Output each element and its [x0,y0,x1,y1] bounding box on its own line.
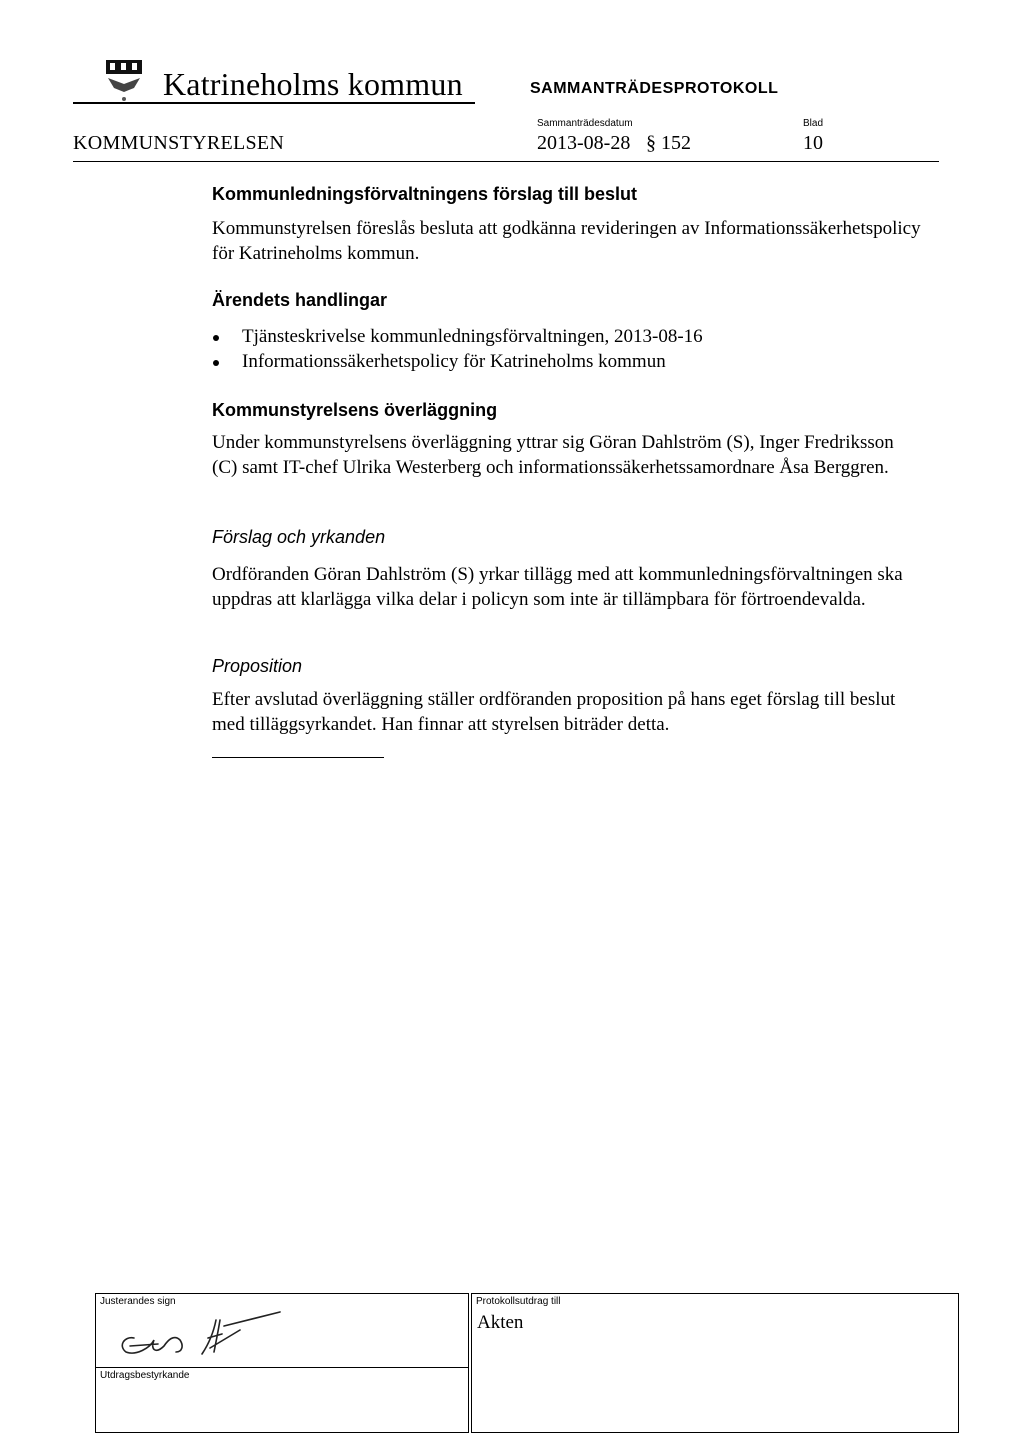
proposal-heading: Kommunledningsförvaltningens förslag till beslut [212,184,638,204]
sheet-label: Blad [803,118,824,129]
meeting-date: 2013-08-28 [537,132,631,154]
end-of-section-rule [212,757,384,758]
signature-box-divider [95,1367,469,1368]
organization-name: Katrineholms kommun [163,66,463,102]
header-divider [73,161,939,162]
document-type: SAMMANTRÄDESPROTOKOLL [530,80,779,97]
protokollsutdrag-label: Protokollsutdrag till [476,1296,561,1307]
documents-heading: Ärendets handlingar [212,290,388,310]
justerandes-label: Justerandes sign [100,1296,176,1307]
handwritten-signature [110,1308,290,1360]
motions-heading: Förslag och yrkanden [212,527,386,547]
list-item: Informationssäkerhetspolicy för Katrineholms kommun [212,349,922,374]
motions-text: Ordföranden Göran Dahlström (S) yrkar tillägg med att kommunledningsförvaltningen ska uppdras att klarlägga vilka delar i policyn som inte är tillämpbara för förtroendevalda. [212,564,903,610]
documents-list [212,324,922,374]
deliberation-heading: Kommunstyrelsens överläggning [212,400,498,420]
utdrag-label: Utdragsbestyrkande [100,1370,190,1381]
sheet-number: 10 [803,132,823,154]
proposition-heading: Proposition [212,656,303,676]
extract-recipient: Akten [477,1312,524,1333]
municipal-crest-icon [104,58,144,104]
date-label: Sammanträdesdatum [537,118,633,129]
paragraph-number: § 152 [646,132,691,154]
list-item: Tjänsteskrivelse kommunledningsförvaltningen, 2013-08-16 [212,324,922,349]
deliberation-text: Under kommunstyrelsens överläggning yttrar sig Göran Dahlström (S), Inger Fredriksson (C) samt IT-chef Ulrika Westerberg och informationssäkerhetssamordnare Åsa Berggren. [212,432,894,478]
extract-box [471,1293,959,1433]
proposal-text: Kommunstyrelsen föreslås besluta att godkänna revideringen av Informationssäkerhetspolicy för Katrineholms kommun. [212,218,921,264]
proposition-text: Efter avslutad överläggning ställer ordföranden proposition på hans eget förslag till beslut med tilläggsyrkandet. Han finnar att styrelsen biträder detta. [212,689,896,735]
org-name-underline [73,102,475,104]
committee-name: KOMMUNSTYRELSEN [73,132,285,154]
